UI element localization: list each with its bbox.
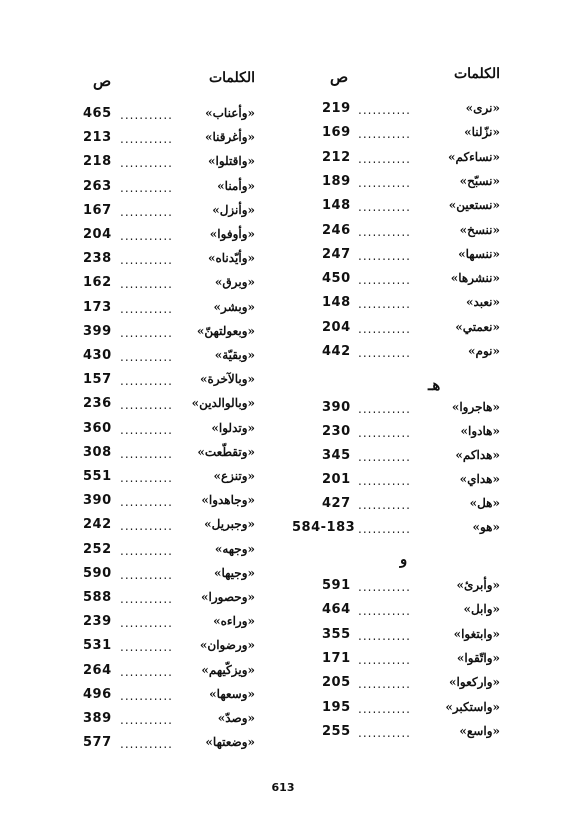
- leader-dots: ...........: [120, 301, 173, 316]
- entry-page: 427: [322, 496, 351, 511]
- index-entry: [300, 247, 500, 269]
- entry-page: 204: [83, 227, 112, 242]
- leader-dots: ...........: [358, 346, 411, 360]
- page-header: ص: [330, 68, 349, 86]
- entry-page: 442: [322, 344, 351, 359]
- entry-word: «هداكم»: [455, 448, 500, 462]
- leader-dots: ...........: [120, 204, 173, 219]
- entry-word: «وابل»: [463, 602, 500, 617]
- entry-page: 230: [322, 424, 351, 439]
- index-entry: [300, 472, 500, 494]
- entry-page: 577: [83, 735, 112, 751]
- leader-dots: ...........: [358, 127, 411, 142]
- entry-page: 360: [83, 420, 112, 436]
- index-entry: [300, 295, 500, 317]
- index-entry: [75, 154, 255, 176]
- index-entry: [75, 590, 255, 612]
- words-header: الكلمات: [453, 66, 500, 82]
- leader-dots: ...........: [120, 616, 173, 631]
- entry-page: 148: [322, 198, 351, 214]
- entry-word: «وجيها»: [213, 565, 255, 580]
- index-entry: [300, 344, 500, 366]
- leader-dots: ...........: [120, 664, 173, 679]
- entry-word: «ننشرها»: [450, 271, 500, 286]
- entry-word: «وبرق»: [214, 275, 255, 290]
- index-entry: [75, 179, 255, 201]
- index-entry: [300, 174, 500, 196]
- entry-page: 496: [83, 686, 112, 702]
- entry-page: 355: [322, 626, 351, 642]
- index-entry: [75, 275, 255, 297]
- index-entry: [300, 448, 500, 470]
- entry-word: «ننسها»: [458, 246, 500, 261]
- entry-page: 239: [83, 614, 112, 630]
- leader-dots: ...........: [358, 297, 411, 312]
- index-entry: [300, 675, 500, 697]
- entry-word: «وبقيّة»: [214, 348, 255, 362]
- entry-word: «نرى»: [465, 101, 500, 115]
- leader-dots: ...........: [358, 725, 411, 740]
- index-entry: [75, 566, 255, 588]
- index-entry: [300, 700, 500, 722]
- leader-dots: ...........: [358, 273, 411, 288]
- page-number: 613: [271, 781, 295, 794]
- entry-word: «نعبد»: [465, 295, 500, 310]
- leader-dots: ...........: [120, 495, 173, 510]
- index-entry: [75, 711, 255, 733]
- index-entry: [75, 517, 255, 539]
- leader-dots: ...........: [120, 398, 173, 413]
- entry-page: 195: [322, 699, 351, 715]
- entry-page: 345: [322, 448, 351, 463]
- leader-dots: ...........: [358, 200, 411, 215]
- entry-page: 531: [83, 638, 112, 654]
- index-entry: [300, 602, 500, 624]
- leader-dots: ...........: [358, 701, 411, 716]
- entry-page: 169: [322, 125, 351, 141]
- leader-dots: ...........: [358, 402, 411, 416]
- entry-word: «نزّلنا»: [464, 125, 500, 140]
- leader-dots: ...........: [358, 474, 411, 488]
- entry-word: «وضعتها»: [205, 735, 255, 750]
- leader-dots: ...........: [120, 374, 173, 389]
- index-entry: [75, 687, 255, 709]
- entry-word: «هل»: [469, 496, 500, 510]
- index-entry: [75, 203, 255, 225]
- leader-dots: ...........: [358, 175, 411, 190]
- page-header: ص: [93, 72, 112, 90]
- entry-word: «وسعها»: [209, 686, 255, 701]
- leader-dots: ...........: [120, 688, 173, 703]
- index-entry: [75, 324, 255, 346]
- index-entry: [75, 396, 255, 418]
- index-entry: [300, 198, 500, 220]
- entry-word: «وجاهدوا»: [201, 493, 255, 508]
- index-entry: [75, 300, 255, 322]
- leader-dots: ...........: [358, 604, 411, 619]
- entry-page: 264: [83, 662, 112, 678]
- entry-word: «نوم»: [468, 344, 500, 358]
- index-entry: [300, 320, 500, 342]
- leader-dots: ...........: [120, 156, 173, 171]
- leader-dots: ...........: [120, 325, 173, 340]
- entry-page: 148: [322, 295, 351, 311]
- leader-dots: ...........: [120, 713, 173, 727]
- entry-word: «ويزكّيهم»: [201, 662, 255, 677]
- words-header: الكلمات: [208, 70, 255, 86]
- entry-page: 238: [83, 251, 112, 267]
- leader-dots: ...........: [358, 426, 411, 440]
- index-entry: [75, 130, 255, 152]
- entry-word: «هاجروا»: [451, 400, 500, 414]
- entry-page: 263: [83, 178, 112, 194]
- leader-dots: ...........: [120, 132, 173, 147]
- entry-word: «وأبرئ»: [456, 578, 500, 592]
- entry-word: «وجهه»: [214, 541, 255, 556]
- index-entry: [300, 271, 500, 293]
- entry-page: 591: [322, 578, 351, 593]
- index-entry: [300, 400, 500, 422]
- index-entry: [75, 445, 255, 467]
- leader-dots: ...........: [358, 151, 411, 166]
- leader-dots: ...........: [358, 580, 411, 594]
- leader-dots: ...........: [358, 321, 411, 336]
- entry-page: 204: [322, 319, 351, 335]
- index-entry: [75, 348, 255, 370]
- entry-page: 588: [83, 590, 112, 605]
- index-entry: [300, 101, 500, 123]
- entry-page: 390: [322, 400, 351, 415]
- entry-word: «وأوفوا»: [209, 227, 255, 241]
- leader-dots: ...........: [358, 103, 411, 117]
- entry-page: 236: [83, 396, 112, 412]
- entry-word: «نعمتي»: [455, 319, 500, 334]
- entry-word: «واتّقوا»: [456, 650, 500, 665]
- index-entry: [75, 614, 255, 636]
- entry-word: «وأعناب»: [205, 106, 255, 120]
- leader-dots: ...........: [358, 652, 411, 667]
- entry-page: 162: [83, 275, 112, 291]
- index-entry: [300, 651, 500, 673]
- entry-page: 464: [322, 602, 351, 618]
- leader-dots: ...........: [120, 350, 173, 364]
- leader-dots: ...........: [120, 592, 173, 606]
- entry-word: «وجبريل»: [204, 517, 255, 532]
- index-entry: [300, 578, 500, 600]
- entry-word: «وأنزل»: [212, 202, 255, 217]
- leader-dots: ...........: [120, 229, 173, 243]
- index-entry: [75, 493, 255, 515]
- index-entry: [300, 223, 500, 245]
- entry-page: 173: [83, 299, 112, 315]
- leader-dots: ...........: [358, 677, 411, 692]
- leader-dots: ...........: [358, 224, 411, 239]
- entry-page: 430: [83, 348, 112, 363]
- entry-word: «وأيّدناه»: [207, 251, 255, 266]
- entry-page: 201: [322, 472, 351, 487]
- entry-page: 171: [322, 650, 351, 666]
- entry-page: 399: [83, 323, 112, 339]
- leader-dots: ...........: [120, 737, 173, 752]
- index-entry: [75, 106, 255, 128]
- entry-page: 247: [322, 246, 351, 262]
- entry-page: 551: [83, 469, 112, 484]
- index-entry: [75, 735, 255, 757]
- entry-page: 465: [83, 106, 112, 121]
- entry-page: 157: [83, 372, 112, 388]
- section-heading-ha: هـ: [428, 376, 441, 394]
- entry-word: «واقتلوا»: [208, 154, 255, 169]
- entry-word: «وبالآخرة»: [200, 372, 255, 387]
- entry-word: «وأمنا»: [217, 178, 255, 193]
- entry-word: «وتدلوا»: [211, 420, 255, 435]
- entry-page: 255: [322, 723, 351, 739]
- leader-dots: ...........: [358, 248, 411, 263]
- index-entry: [300, 150, 500, 172]
- index-entry: [300, 724, 500, 746]
- entry-word: «وابتغوا»: [453, 626, 500, 641]
- entry-word: «وبالوالدين»: [191, 396, 255, 411]
- index-entry: [292, 520, 500, 542]
- entry-page: 205: [322, 675, 351, 691]
- entry-word: «هو»: [472, 520, 500, 534]
- entry-word: «واستكبر»: [445, 699, 500, 714]
- leader-dots: ...........: [120, 180, 173, 195]
- entry-page: 450: [322, 271, 351, 287]
- entry-word: «وصدّ»: [217, 711, 255, 725]
- entry-page: 219: [322, 101, 351, 116]
- entry-word: «هادوا»: [460, 424, 500, 438]
- entry-page: 389: [83, 711, 112, 726]
- entry-word: «نستعين»: [448, 198, 500, 213]
- index-entry: [75, 421, 255, 443]
- leader-dots: ...........: [120, 567, 173, 582]
- index-entry: [75, 251, 255, 273]
- leader-dots: ...........: [120, 471, 173, 485]
- entry-page: 246: [322, 222, 351, 238]
- entry-page: 590: [83, 565, 112, 581]
- entry-word: «وأغرقنا»: [204, 130, 255, 145]
- entry-word: «ورضوان»: [199, 638, 255, 653]
- index-entry: [75, 638, 255, 660]
- entry-page: 212: [322, 149, 351, 165]
- entry-word: «نسبّح»: [459, 173, 500, 188]
- index-entry: [75, 469, 255, 491]
- leader-dots: ...........: [120, 253, 173, 268]
- leader-dots: ...........: [120, 543, 173, 558]
- index-entry: [300, 125, 500, 147]
- entry-word: «واركعوا»: [449, 675, 500, 690]
- entry-page: 218: [83, 154, 112, 170]
- index-entry: [75, 227, 255, 249]
- entry-page: 390: [83, 493, 112, 509]
- index-entry: [300, 424, 500, 446]
- entry-page: 189: [322, 173, 351, 189]
- entry-word: «وراءه»: [213, 614, 255, 629]
- index-entry: [75, 663, 255, 685]
- index-entry: [75, 542, 255, 564]
- entry-page: 242: [83, 517, 112, 533]
- leader-dots: ...........: [120, 422, 173, 437]
- entry-page: 584-183: [292, 520, 356, 535]
- leader-dots: ...........: [120, 640, 173, 655]
- index-entry: [300, 496, 500, 518]
- entry-word: «وبعولتهنّ»: [196, 323, 255, 338]
- leader-dots: ...........: [358, 450, 411, 464]
- leader-dots: ...........: [358, 498, 411, 512]
- leader-dots: ...........: [358, 628, 411, 643]
- entry-word: «وبشر»: [213, 299, 255, 314]
- leader-dots: ...........: [120, 519, 173, 534]
- leader-dots: ...........: [120, 108, 173, 122]
- entry-page: 167: [83, 202, 112, 218]
- entry-word: «وتقطّعت»: [197, 444, 255, 459]
- entry-page: 213: [83, 130, 112, 146]
- entry-page: 252: [83, 541, 112, 557]
- index-entry: [75, 372, 255, 394]
- entry-page: 308: [83, 444, 112, 460]
- leader-dots: ...........: [358, 522, 411, 536]
- entry-word: «ننسخ»: [459, 222, 500, 237]
- entry-word: «واسع»: [459, 723, 500, 738]
- entry-word: «وحصورا»: [201, 590, 255, 604]
- index-entry: [300, 627, 500, 649]
- leader-dots: ...........: [120, 277, 173, 292]
- entry-word: «نساءكم»: [447, 149, 500, 164]
- section-heading-waw: و: [400, 550, 408, 568]
- leader-dots: ...........: [120, 446, 173, 461]
- entry-word: «وتنزع»: [213, 469, 255, 483]
- entry-word: «هداي»: [459, 472, 500, 486]
